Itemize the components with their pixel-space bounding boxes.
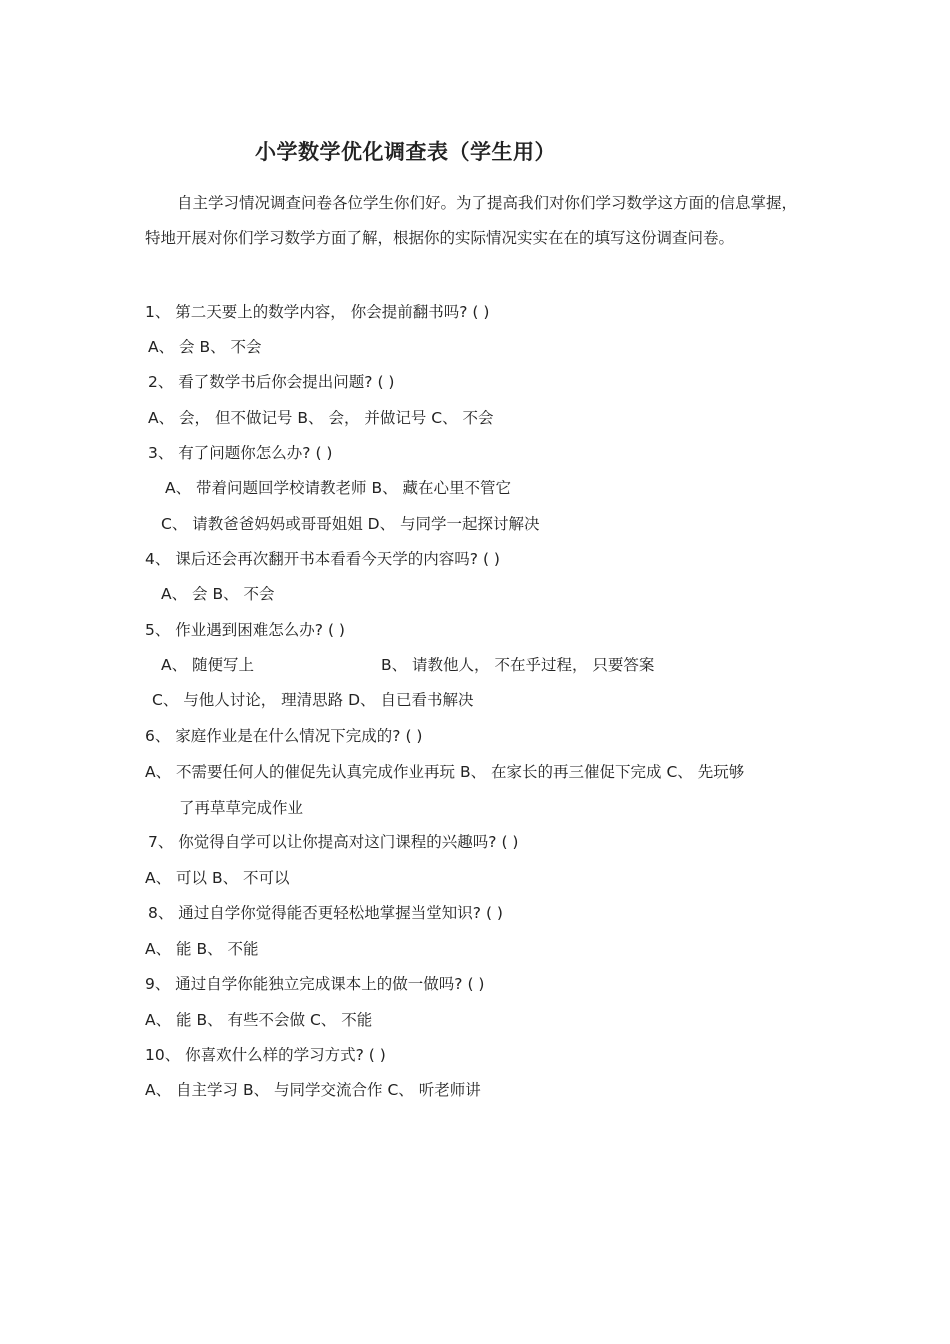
question-1: 1、 第二天要上的数学内容， 你会提前翻书吗? ( ) bbox=[145, 303, 490, 321]
answer-options-1: A、 会 B、 不会 bbox=[148, 338, 262, 356]
question-2: 2、 看了数学书后你会提出问题? ( ) bbox=[148, 373, 395, 391]
answer-option-5a: A、 随便写上 bbox=[161, 656, 255, 674]
intro-paragraph: 自主学习情况调查问卷各位学生你们好。为了提高我们对你们学习数学这方面的信息掌握， 特地开展对你们学习数学方面了解，根据你的实际情况实实在在的填写这份调查问卷。 bbox=[145, 194, 798, 247]
answer-options-9: A、 能 B、 有些不会做 C、 不能 bbox=[145, 1011, 373, 1029]
answer-options-4: A、 会 B、 不会 bbox=[161, 585, 275, 603]
question-10: 10、 你喜欢什么样的学习方式? ( ) bbox=[145, 1046, 386, 1064]
answer-options-8: A、 能 B、 不能 bbox=[145, 940, 259, 958]
answer-options-6-continued: 了再草草完成作业 bbox=[179, 799, 304, 817]
answer-options-3b: C、 请教爸爸妈妈或哥哥姐姐 D、 与同学一起探讨解决 bbox=[161, 515, 540, 533]
answer-options-10: A、 自主学习 B、 与同学交流合作 C、 听老师讲 bbox=[145, 1081, 481, 1099]
question-3: 3、 有了问题你怎么办? ( ) bbox=[148, 444, 333, 462]
answer-options-7: A、 可以 B、 不可以 bbox=[145, 869, 290, 887]
answer-options-6: A、 不需要任何人的催促先认真完成作业再玩 B、 在家长的再三催促下完成 C、 先玩够 bbox=[145, 763, 745, 781]
document-title: 小学数学优化调查表（学生用） bbox=[255, 140, 556, 164]
question-6: 6、 家庭作业是在什么情况下完成的? ( ) bbox=[145, 727, 423, 745]
question-5: 5、 作业遇到困难怎么办? ( ) bbox=[145, 621, 345, 639]
question-4: 4、 课后还会再次翻开书本看看今天学的内容吗? ( ) bbox=[145, 550, 500, 568]
answer-option-5b: B、 请教他人， 不在乎过程， 只要答案 bbox=[381, 656, 655, 674]
question-7: 7、 你觉得自学可以让你提高对这门课程的兴趣吗? ( ) bbox=[148, 833, 519, 851]
answer-options-3a: A、 带着问题回学校请教老师 B、 藏在心里不管它 bbox=[165, 479, 512, 497]
question-8: 8、 通过自学你觉得能否更轻松地掌握当堂知识? ( ) bbox=[148, 904, 503, 922]
question-9: 9、 通过自学你能独立完成课本上的做一做吗? ( ) bbox=[145, 975, 485, 993]
answer-options-2: A、 会， 但不做记号 B、 会， 并做记号 C、 不会 bbox=[148, 409, 494, 427]
answer-options-5cd: C、 与他人讨论， 理清思路 D、 自已看书解决 bbox=[152, 691, 474, 709]
